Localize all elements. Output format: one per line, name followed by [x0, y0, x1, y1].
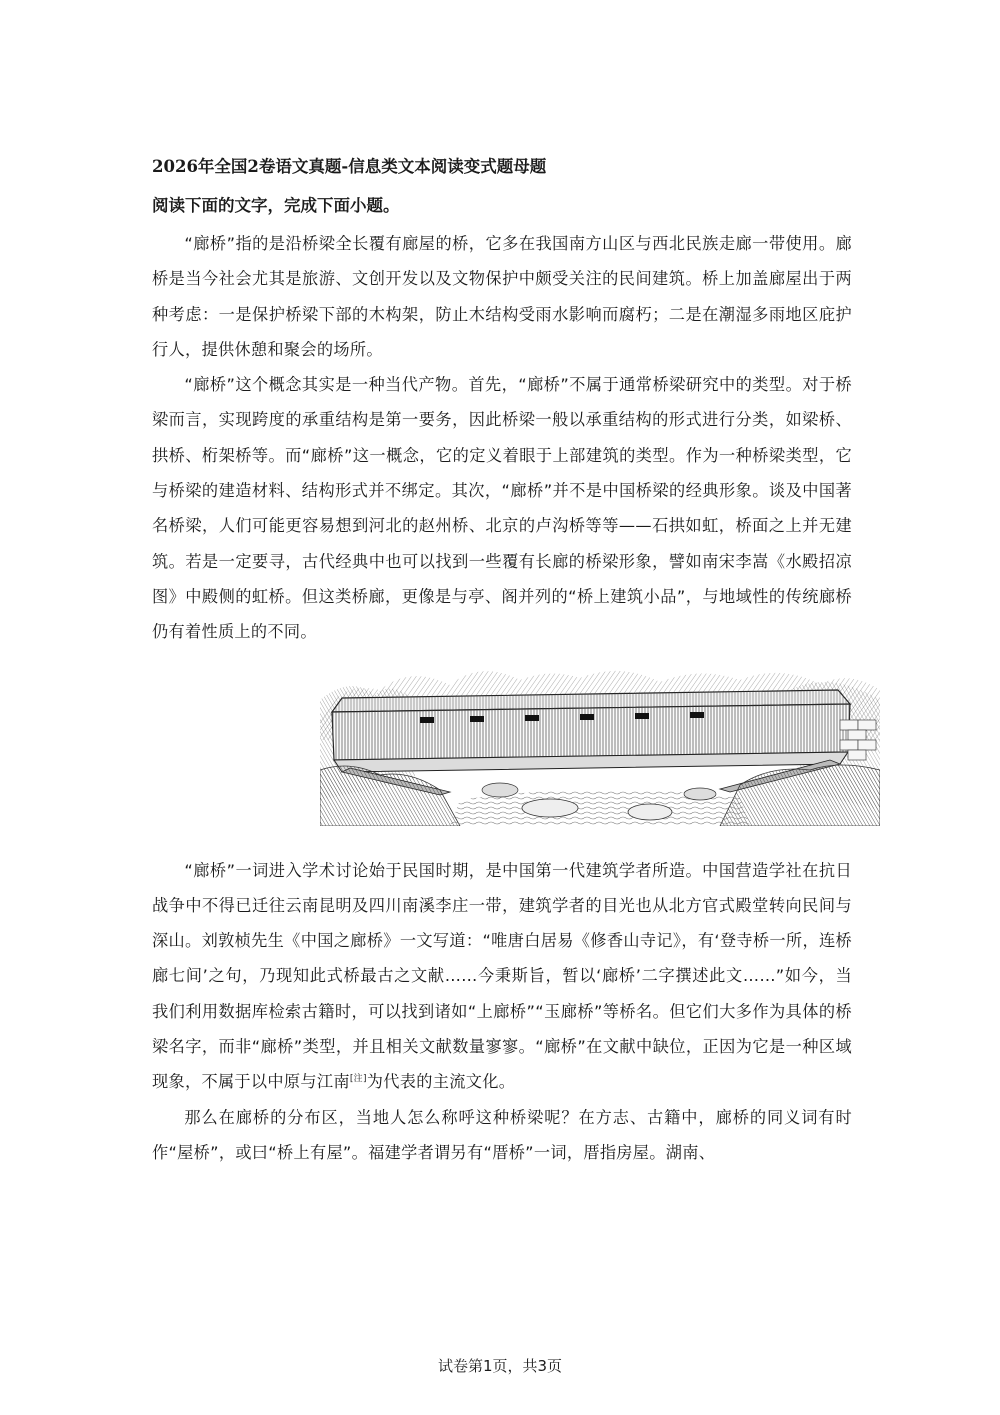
paragraph-4: 那么在廊桥的分布区，当地人怎么称呼这种桥梁呢？在方志、古籍中，廊桥的同义词有时作“屋桥”，或曰“桥上有屋”。福建学者谓另有“厝桥”一词，厝指房屋。湖南、: [152, 1107, 852, 1162]
document-page: [152, 155, 852, 1170]
reading-instruction: 阅读下面的文字，完成下面小题。: [152, 196, 400, 215]
document-title: 2026年全国2卷语文真题-信息类文本阅读变式题母题: [152, 157, 547, 176]
page-footer: 试卷第1页，共3页: [437, 1357, 563, 1375]
paragraph-3: [152, 853, 852, 1100]
note-marker: [注]: [349, 1074, 367, 1085]
paragraph-3-text: “廊桥”一词进入学术讨论始于民国时期，是中国第一代建筑学者所造。中国营造学社在抗日战争中不得已迁往云南昆明及四川南溪李庄一带，建筑学者的目光也从北方官式殿堂转向民间与深山。刘敦桢先生《中国之廊桥》一文写道：“唯唐白居易《修香山寺记》，有‘登寺桥一所，连桥廊七间’之句，乃现知此式桥最古之文献……今秉斯旨，暂以‘廊桥’二字撰述此文……”如今，当我们利用数据库检索古籍时，可以找到诸如“上廊桥”“玉廊桥”等桥名。但它们大多作为具体的桥梁名字，而非“廊桥”类型，并且相关文献数量寥寥。“廊桥”在文献中缺位，正因为它是一种区域现象，不属于以中原与江南: [152, 860, 852, 1092]
covered-bridge-icon: [320, 660, 880, 826]
paragraph-2: “廊桥”这个概念其实是一种当代产物。首先，“廊桥”不属于通常桥梁研究中的类型。对于桥梁而言，实现跨度的承重结构是第一要务，因此桥梁一般以承重结构的形式进行分类，如梁桥、拱桥、桁架桥等。而“廊桥”这一概念，它的定义着眼于上部建筑的类型。作为一种桥梁类型，它与桥梁的建造材料、结构形式并不绑定。其次，“廊桥”并不是中国桥梁的经典形象。谈及中国著名桥梁，人们可能更容易想到河北的赵州桥、北京的卢沟桥等等——石拱如虹，桥面之上并无建筑。若是一定要寻，古代经典中也可以找到一些覆有长廊的桥梁形象，譬如南宋李嵩《水殿招凉图》中殿侧的虹桥。但这类桥廊，更像是与亭、阁并列的“桥上建筑小品”，与地域性的传统廊桥仍有着性质上的不同。: [152, 375, 852, 642]
covered-bridge-illustration: [320, 660, 880, 826]
paragraph-3-tail: 为代表的主流文化。: [366, 1072, 516, 1092]
paragraph-1: “廊桥”指的是沿桥梁全长覆有廊屋的桥，它多在我国南方山区与西北民族走廊一带使用。廊桥是当今社会尤其是旅游、文创开发以及文物保护中颇受关注的民间建筑。桥上加盖廊屋出于两种考虑：一是保护桥梁下部的木构架，防止木结构受雨水影响而腐朽；二是在潮湿多雨地区庇护行人，提供休憩和聚会的场所。: [152, 234, 852, 359]
